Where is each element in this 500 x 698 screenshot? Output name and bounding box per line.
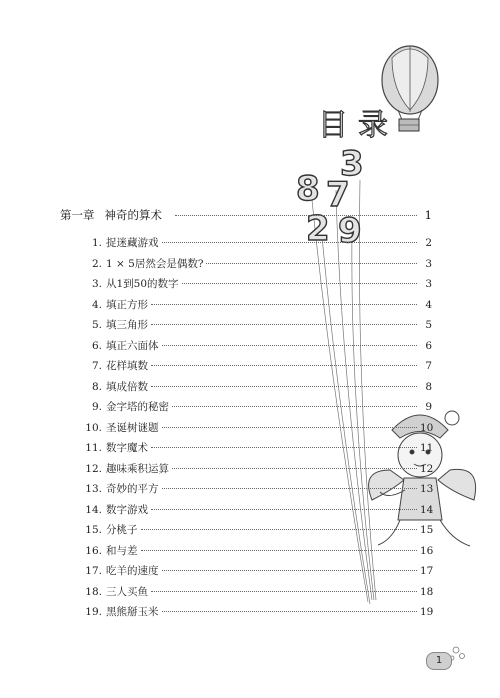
toc-entry[interactable] <box>80 440 432 461</box>
toc-entry[interactable] <box>80 235 432 256</box>
leader-dots <box>172 468 417 469</box>
entry-page-number: 14 <box>420 503 434 516</box>
toc-entry[interactable] <box>80 256 432 277</box>
entry-title: 1 × 5居然会是偶数? <box>106 257 204 270</box>
page-number-badge: 1 <box>426 652 452 670</box>
leader-dots <box>151 591 417 592</box>
page-title: 目录 <box>318 108 398 143</box>
leader-dots <box>151 324 417 325</box>
number-balloon-8: 8 <box>296 169 320 209</box>
entry-page-number: 12 <box>420 462 434 475</box>
leader-dots <box>206 263 417 264</box>
entry-page-number: 15 <box>420 524 434 536</box>
toc-entry[interactable] <box>80 522 432 543</box>
entry-number: 1. <box>91 237 102 249</box>
leader-dots <box>162 488 418 489</box>
entry-page-number: 6 <box>425 339 432 352</box>
entry-page-number: 3 <box>425 257 432 270</box>
entry-number: 14. <box>85 503 102 516</box>
chapter-label: 第一章 <box>60 208 95 222</box>
entry-number: 11. <box>85 442 102 454</box>
leader-dots <box>182 283 417 284</box>
leader-dots <box>162 611 418 612</box>
entry-page-number: 10 <box>420 421 434 434</box>
entry-page-number: 2 <box>425 237 432 249</box>
entry-title: 填三角形 <box>106 319 148 331</box>
entry-title: 数字游戏 <box>106 503 148 516</box>
leader-dots <box>151 509 417 510</box>
entry-number: 2. <box>91 257 102 270</box>
leader-dots <box>151 365 417 366</box>
entry-title: 数字魔术 <box>106 442 148 454</box>
entry-page-number: 3 <box>425 278 432 290</box>
toc-entry[interactable] <box>80 461 432 482</box>
leader-dots <box>151 447 417 448</box>
entry-title: 填正六面体 <box>106 339 159 352</box>
entry-page-number: 18 <box>420 585 434 598</box>
entry-title: 吃羊的速度 <box>106 565 159 577</box>
leader-dots <box>162 427 418 428</box>
leader-dots <box>151 304 417 305</box>
leader-dots <box>162 570 418 571</box>
toc-entry[interactable] <box>80 563 432 584</box>
toc-entry[interactable] <box>80 481 432 502</box>
entry-page-number: 13 <box>420 483 434 495</box>
entry-number: 4. <box>91 298 102 311</box>
toc-entry[interactable] <box>80 276 432 297</box>
leader-dots <box>141 550 418 551</box>
entry-title: 从1到50的数字 <box>106 278 179 290</box>
entry-number: 8. <box>91 380 102 393</box>
entry-page-number: 8 <box>425 380 432 393</box>
entry-number: 7. <box>91 360 102 372</box>
entry-page-number: 17 <box>420 565 434 577</box>
entry-title: 黑熊掰玉米 <box>106 606 159 618</box>
entry-number: 5. <box>91 319 102 331</box>
leader-dots <box>162 345 418 346</box>
entry-title: 三人买鱼 <box>106 585 148 598</box>
leader-dots <box>172 406 417 407</box>
toc-entry[interactable] <box>80 338 432 359</box>
leader-dots <box>175 215 417 216</box>
chapter-page-number: 1 <box>424 208 432 222</box>
number-balloon-7: 7 <box>326 175 350 215</box>
entry-number: 17. <box>85 565 102 577</box>
toc-entry[interactable] <box>80 358 432 379</box>
entry-number: 13. <box>85 483 102 495</box>
entry-page-number: 16 <box>420 544 434 557</box>
entry-title: 和与差 <box>106 544 138 557</box>
entry-number: 12. <box>85 462 102 475</box>
leader-dots <box>151 386 417 387</box>
entry-title: 花样填数 <box>106 360 148 372</box>
entry-title: 填成倍数 <box>106 380 148 393</box>
table-of-contents <box>60 207 432 625</box>
toc-entry[interactable] <box>80 420 432 441</box>
toc-entry[interactable] <box>80 317 432 338</box>
entry-page-number: 19 <box>420 606 434 618</box>
entry-number: 9. <box>91 401 102 413</box>
entry-title: 圣诞树谜题 <box>106 421 159 434</box>
entry-title: 分桃子 <box>106 524 138 536</box>
entry-number: 3. <box>91 278 102 290</box>
entry-title: 趣味乘积运算 <box>106 462 169 475</box>
toc-entry[interactable] <box>80 379 432 400</box>
entry-number: 10. <box>85 421 102 434</box>
entry-title: 金字塔的秘密 <box>106 401 169 413</box>
chapter-name: 神奇的算术 <box>104 208 162 222</box>
entry-number: 19. <box>85 606 102 618</box>
entry-page-number: 9 <box>425 401 432 413</box>
toc-entry[interactable] <box>80 584 432 605</box>
entry-page-number: 11 <box>420 442 434 454</box>
toc-entry[interactable] <box>80 604 432 625</box>
toc-entry[interactable] <box>80 543 432 564</box>
entry-title: 奇妙的平方 <box>106 483 159 495</box>
toc-entry[interactable] <box>80 297 432 318</box>
entry-title: 填正方形 <box>106 298 148 311</box>
number-balloon-9: 9 <box>338 211 362 251</box>
toc-entry[interactable] <box>80 399 432 420</box>
chapter-heading[interactable] <box>60 207 432 229</box>
entry-number: 6. <box>91 339 102 352</box>
leader-dots <box>141 529 418 530</box>
entry-page-number: 5 <box>425 319 432 331</box>
entry-number: 16. <box>85 544 102 557</box>
number-balloon-3: 3 <box>340 144 364 184</box>
leader-dots <box>162 242 418 243</box>
entry-title: 捉迷藏游戏 <box>106 237 159 249</box>
toc-entry-list <box>80 235 432 625</box>
entry-number: 15. <box>85 524 102 536</box>
flower-icon <box>450 647 465 660</box>
entry-page-number: 4 <box>425 298 432 311</box>
number-balloon-2: 2 <box>306 209 330 249</box>
entry-number: 18. <box>85 585 102 598</box>
toc-entry[interactable] <box>80 502 432 523</box>
entry-page-number: 7 <box>425 360 432 372</box>
